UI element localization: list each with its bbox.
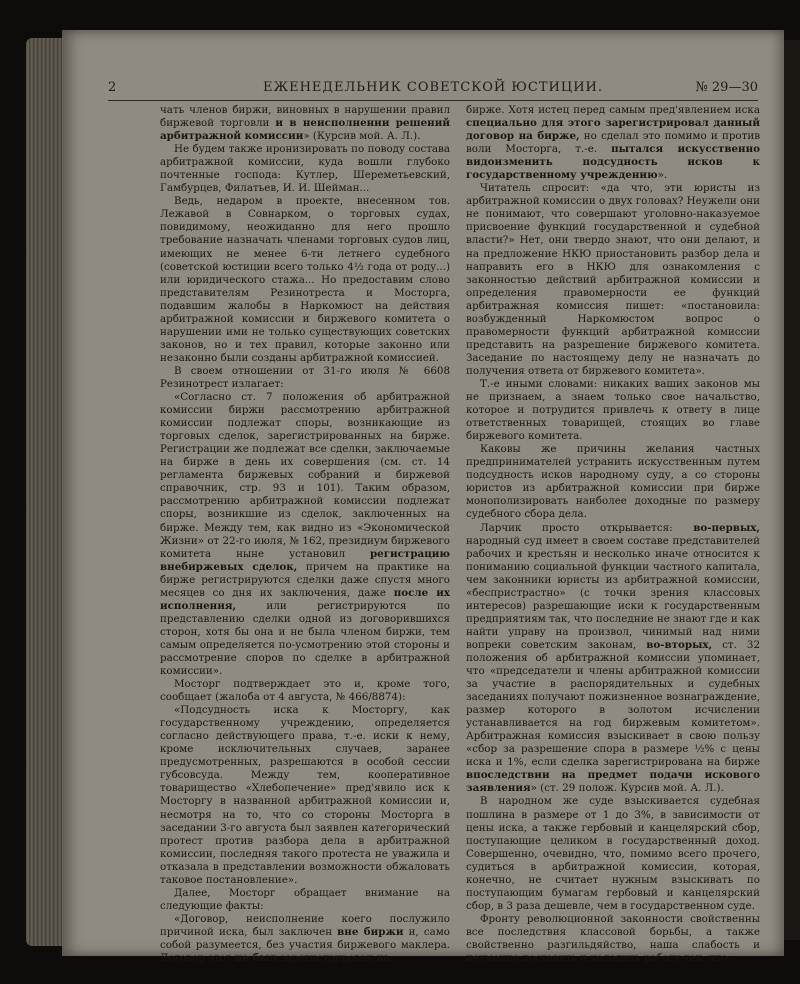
paragraph-text: » (Курсив мой. А. Л.). bbox=[303, 130, 421, 143]
paragraph-text: Каковы же причины желания частных предпринимателей устранить искусственным путем подсудность исков народному суду, а со стороны юристов из арбитражной комиссии при бирже монополизировать наиболее доходные по размеру судебного сбора дела. bbox=[466, 443, 760, 521]
emphasized-text: во-первых, bbox=[693, 521, 760, 534]
emphasized-text: и в неисполнении решений арбитражной комиссии bbox=[160, 117, 450, 143]
paragraph bbox=[466, 104, 760, 182]
paragraph-text: народный суд имеет в своем составе представителей рабочих и крестьян и несколько иначе относится к пониманию социальной функции частного капитала, чем законники юристы из арбитражной комиссии, «беспристрастно» (с точки зрения классовых интересов) разрешающие иски к государственным предприятиям так, что последние не знают где и как найти управу на произвол, чинимый над ними вопреки советским законам, bbox=[466, 534, 760, 651]
paragraph-text: «Подсудность иска к Мосторгу, как государственному учреждению, определяется согласно действующего права, т.-е. иски к нему, кроме исключительных случаев, заранее предусмотренных, разрешаются в особой сессии губсовсуда. Между тем, кооперативное товарищество «Хлебопечение» пред'явило иск к Мосторгу в названной арбитражной комиссии и, несмотря на то, что со стороны Мосторга в заседании 3-го августа был заявлен категорический протест против разбора дела в арбитражной комиссии, последняя такого протеста не уважила и отказала в представлении возможности обжаловать таковое постановление». bbox=[160, 704, 450, 886]
paragraph-text: Ведь, недаром в проекте, внесенном тов. Лежавой в Совнарком, о торговых судах, повидимому, неожиданно для него прошло требование назначать членами торговых судов лиц, имеющих не менее 6-ти летнего судебного (советской юстиции всего только 4½ года от роду...) или юридического стажа... Но предоставим слово представителям Резинотреста и Мосторга, подавшим жалобы в Наркомюст на действия арбитражной комиссии и биржевого комитета о нарушении ими не только существующих советских законов, но и тех правил, которые законно или незаконно были созданы арбитражной комиссией. bbox=[160, 195, 450, 364]
paragraph-text: ст. 32 положения об арбитражной комиссии упоминает, что «председатели и члены арбитражной комиссии за участие в распорядительных и судебных заседаниях получают пожизненное вознаграждение, размер которого в золотом исчислении устанавливается на год биржевым комитетом». Арбитражная комиссия взыскивает в свою пользу «сбор за разрешение спора в размере ½% с цены иска и 1%, если сделка зарегистрирована на бирже bbox=[466, 638, 761, 769]
paragraph bbox=[160, 104, 450, 143]
paragraph-text: Фронту революционной законности свойственны все последствия классовой борьбы, а также свойственно разгильдяйство, наша слабость и неумение поставить и наладить работу так, что- bbox=[466, 912, 760, 965]
binding-shadow bbox=[784, 40, 800, 940]
page-number: 2 bbox=[108, 80, 117, 95]
paragraph bbox=[466, 378, 760, 443]
paragraph bbox=[160, 678, 450, 704]
paragraph-text: «Согласно ст. 7 положения об арбитражной комиссии биржи рассмотрению арбитражной комиссии подлежат споры, возникающие из торговых сделок, зарегистрированных на бирже. Регистрации же подлежат все сделки, заключаемые на бирже в день их совершения (см. ст. 14 регламента биржевых собраний и биржевой справочник, стр. 93 и 101). Таким образом, рассмотрению арбитражной комиссии подлежат споры, возникшие из сделок, заключенных на бирже. Между тем, как видно из «Экономической Жизни» от 22-го июля, № 162, президиум биржевого комитета ныне установил bbox=[160, 391, 450, 560]
issue-number: № 29—30 bbox=[695, 80, 758, 95]
paragraph-text: и, само собой разумеется, без участия биржевого маклера. Договор этот bbox=[160, 925, 450, 965]
paragraph bbox=[160, 913, 450, 965]
emphasized-text: пытался искусственно видоизменить подсудность исков к государственному учреждению bbox=[466, 143, 760, 182]
emphasized-text: после их исполнения, bbox=[160, 586, 450, 612]
paragraph-text: Мосторг подтверждает это и, кроме того, сообщает (жалоба от 4 августа, № 466/8874): bbox=[160, 678, 450, 704]
left-text-column bbox=[160, 104, 450, 965]
paragraph bbox=[160, 704, 450, 887]
paragraph bbox=[466, 795, 760, 912]
paragraph-text: В своем отношении от 31-го июля № 6608 Резинотрест излагает: bbox=[160, 364, 450, 390]
running-header bbox=[108, 78, 758, 101]
paragraph bbox=[466, 182, 760, 378]
paragraph bbox=[160, 143, 450, 195]
paragraph bbox=[160, 365, 450, 391]
paragraph-text: Не будем также иронизировать по поводу состава арбитражной комиссии, куда вошли глубоко почтенные господа: Кутлер, Шереметьевский, Гамбурцев, Филатьев, И. И. Шейман... bbox=[160, 143, 450, 195]
paragraph bbox=[466, 443, 760, 521]
paragraph bbox=[160, 887, 450, 913]
emphasized-text: регистрацию внебиржевых сделок, bbox=[160, 547, 450, 573]
paragraph-text: Т.-е иными словами: никаких ваших законов мы не признаем, а знаем только свое начальство, которое и потрудится привлечь к ответу в лице ответственных товарищей, стоящих во главе биржевого комитета. bbox=[466, 377, 760, 443]
paragraph-text: но сделал это помимо и против воли Мосторга, т.-е. bbox=[466, 130, 760, 156]
emphasized-text: специально для этого зарегистрировал данный договор на бирже, bbox=[466, 117, 760, 143]
paragraph-text: Далее, Мосторг обращает внимание на следующие факты: bbox=[160, 886, 450, 912]
paragraph-text: ». bbox=[657, 169, 668, 182]
paragraph-text: зарегистрирован на bbox=[276, 952, 390, 965]
emphasized-text: во-вторых, bbox=[646, 638, 713, 651]
paragraph-text: «Договор, неисполнение коего послужило причиной иска, был заключен bbox=[160, 912, 450, 938]
paragraph-text: » (ст. 29 полож. Курсив мой. А. Л.). bbox=[530, 782, 724, 795]
paragraph-text: чать членов биржи, виновных в нарушении правил биржевой торговли bbox=[160, 104, 450, 130]
paragraph bbox=[466, 913, 760, 965]
paragraph bbox=[466, 522, 760, 796]
journal-title: ЕЖЕНЕДЕЛЬНИК СОВЕТСКОЙ ЮСТИЦИИ. bbox=[262, 80, 603, 95]
paragraph-text: или регистрируются по представлению сделки одной из договорившихся сторон, хотя бы она и не была членом биржи, тем самым определяется по-усмотрению этой стороны и рассмотрение споров по сделке в арбитражной комиссии». bbox=[160, 599, 450, 678]
paragraph bbox=[160, 195, 450, 365]
right-text-column bbox=[466, 104, 761, 965]
paragraph-text: Читатель спросит: «да что, эти юристы из арбитражной комиссии о двух головах? Неужели они не понимают, что совершают уголовно-наказуемое присвоение функций государственной и судебной власти?» Нет, они твердо знают, что они делают, и на предложение НКЮ приостановить разбор дела и направить его в НКЮ для ознакомления с законностью действий арбитражной комиссии и определения правомерности ее функций арбитражная комиссия пишет: «постановила: возбужденный Наркомюстом вопрос о правомерности функций арбитражной комиссии представить на разрешение биржевого комитета. Заседание по настоящему делу не назначать до получения ответа от биржевого комитета». bbox=[466, 182, 760, 377]
emphasized-text: не был bbox=[234, 952, 277, 965]
emphasized-text: вне биржи bbox=[337, 925, 404, 938]
book-page-edges bbox=[26, 38, 62, 946]
emphasized-text: впоследствии на предмет подачи искового заявления bbox=[466, 769, 760, 795]
paragraph-text: причем на практике на бирже регистрируются сделки даже спустя много месяцев со дня их заключения, даже bbox=[160, 560, 450, 599]
paragraph-text: В народном же суде взыскивается судебная пошлина в размере от 1 до 3%, в зависимости от цены иска, а также гербовый и канцелярский сбор, поступающие целиком в государственный доход. Совершенно, очевидно, что, помимо всего прочего, судиться в арбитражной комиссии, которая, конечно, не считает нужным взыскивать по поступающим бумагам гербовый и канцелярский сбор, в 3 раза дешевле, чем в государственном суде. bbox=[466, 795, 760, 912]
paragraph bbox=[160, 391, 450, 678]
paragraph-text: Ларчик просто открывается: bbox=[480, 521, 694, 534]
paragraph-text: бирже. Хотя истец перед самым пред'явлением иска bbox=[466, 104, 760, 116]
